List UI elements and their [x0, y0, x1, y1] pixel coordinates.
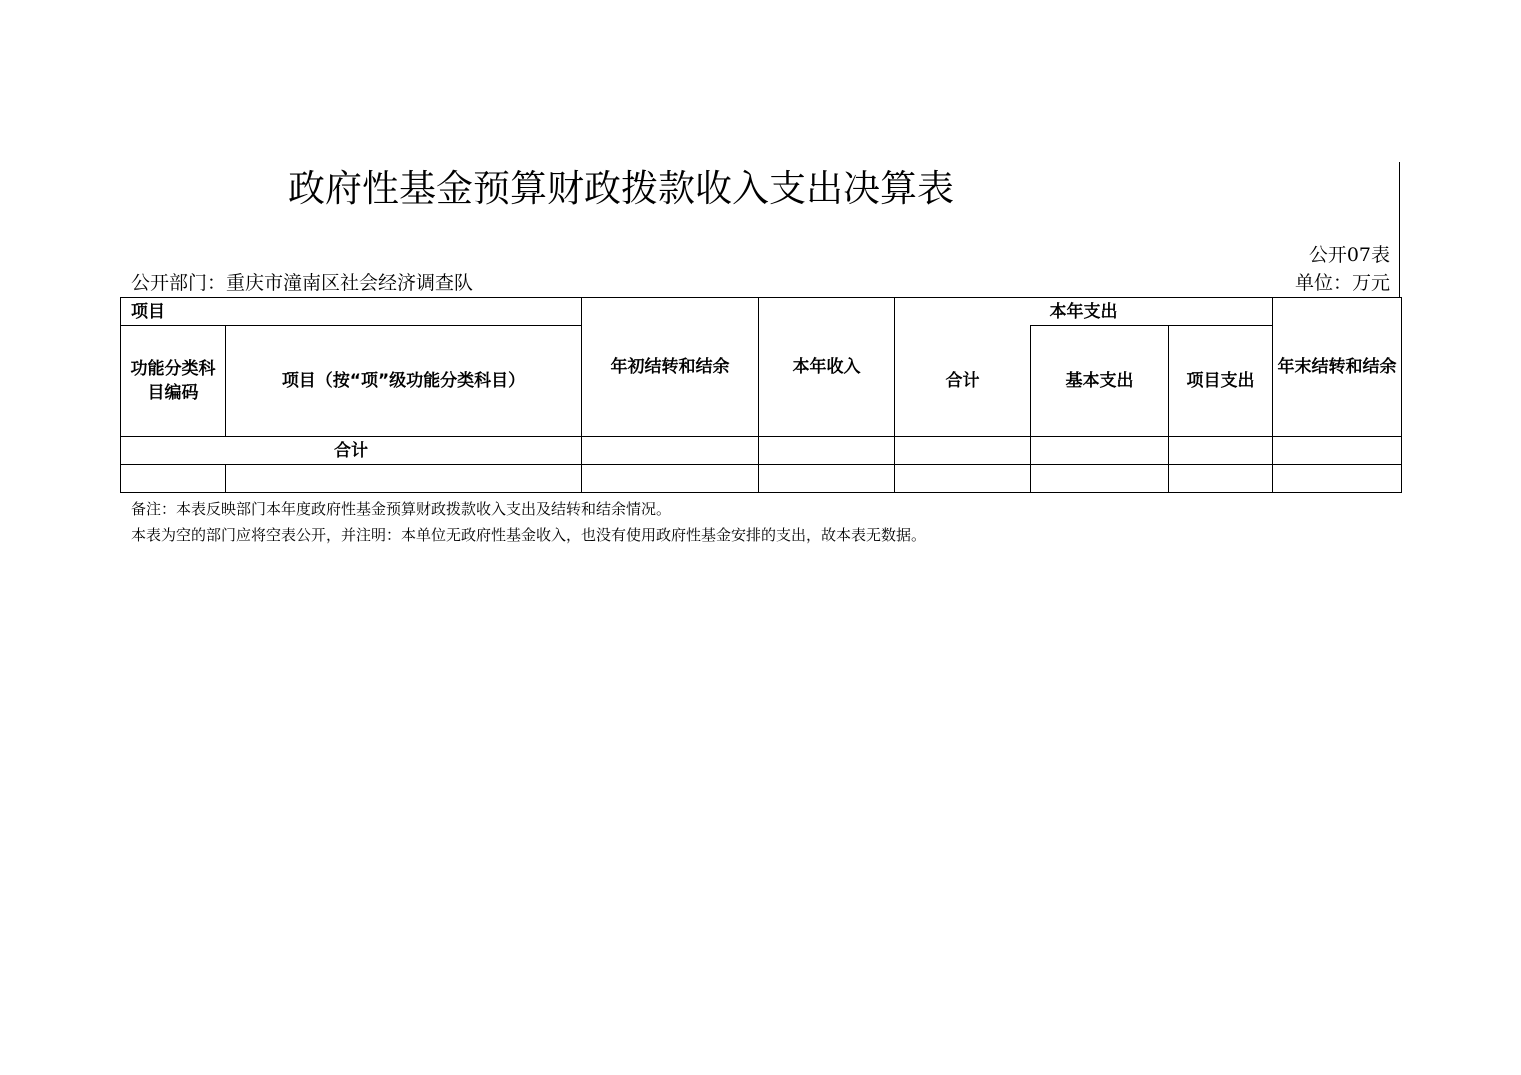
row-closing-balance [1273, 465, 1402, 493]
header-closing-balance: 年末结转和结余 [1273, 298, 1402, 437]
row-project-expense [1169, 465, 1273, 493]
frame-border-line [1399, 162, 1400, 298]
row-project-name [226, 465, 582, 493]
header-current-income: 本年收入 [759, 298, 895, 437]
total-current-income [759, 437, 895, 465]
row-func-code [121, 465, 226, 493]
note-line-1: 备注：本表反映部门本年度政府性基金预算财政拨款收入支出及结转和结余情况。 [131, 500, 672, 518]
note-line-2: 本表为空的部门应将空表公开，并注明：本单位无政府性基金收入，也没有使用政府性基金安排的支出，故本表无数据。 [131, 526, 927, 544]
header-current-expense: 本年支出 [895, 298, 1273, 326]
header-opening-balance: 年初结转和结余 [582, 298, 759, 437]
header-project-by-item: 项目（按“项”级功能分类科目） [226, 326, 582, 437]
total-label: 合计 [121, 437, 582, 465]
total-project-expense [1169, 437, 1273, 465]
row-expense-total [895, 465, 1031, 493]
total-opening-balance [582, 437, 759, 465]
form-number: 公开07表 [1308, 244, 1390, 266]
header-expense-total: 合计 [895, 326, 1031, 437]
notes [131, 496, 926, 548]
department-label: 公开部门：重庆市潼南区社会经济调查队 [131, 272, 474, 294]
row-current-income [759, 465, 895, 493]
total-basic-expense [1031, 437, 1169, 465]
total-expense-total [895, 437, 1031, 465]
table-row [121, 465, 1402, 493]
row-opening-balance [582, 465, 759, 493]
header-project-expense: 项目支出 [1169, 326, 1273, 437]
header-func-code: 功能分类科目编码 [121, 326, 226, 437]
unit-label: 单位：万元 [1294, 272, 1390, 294]
header-project: 项目 [121, 298, 582, 326]
total-row [121, 437, 1402, 465]
page-title: 政府性基金预算财政拨款收入支出决算表 [288, 167, 954, 210]
row-basic-expense [1031, 465, 1169, 493]
budget-table [120, 297, 1402, 493]
header-basic-expense: 基本支出 [1031, 326, 1169, 437]
total-closing-balance [1273, 437, 1402, 465]
header-row-1 [121, 298, 1402, 326]
